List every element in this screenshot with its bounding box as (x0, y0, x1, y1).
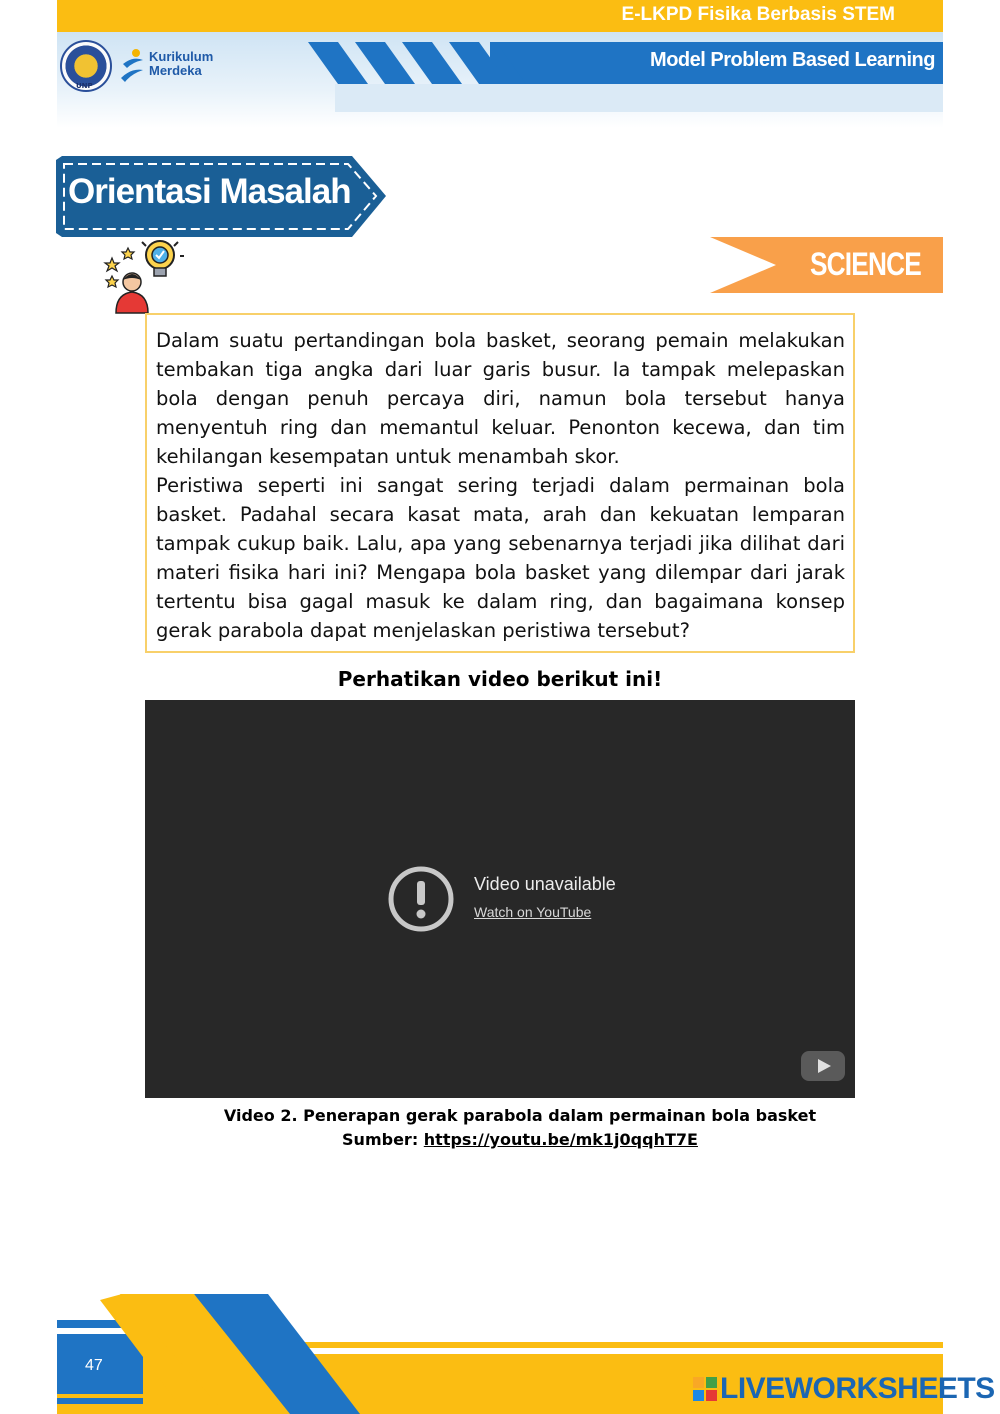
model-subtitle: Model Problem Based Learning (650, 49, 935, 71)
liveworksheets-icon (692, 1376, 718, 1402)
kurikulum-merdeka-logo (149, 50, 213, 78)
watch-on-youtube-link[interactable]: Watch on YouTube (474, 904, 592, 920)
liveworksheets-logo (692, 1372, 995, 1406)
header-stripes (300, 42, 530, 84)
video-source (0, 1128, 1000, 1152)
page-number: 47 (85, 1357, 103, 1374)
curriculum-line1: Kurikulum (149, 49, 214, 64)
header-lower-band (335, 84, 943, 112)
document-title: E-LKPD Fisika Berbasis STEM (621, 4, 895, 25)
video-heading: Perhatikan video berikut ini! (337, 667, 663, 691)
thinking-person-icon (102, 236, 186, 314)
section-title: Orientasi Masalah (68, 172, 351, 211)
kurikulum-merdeka-icon (119, 48, 147, 84)
video-source-label: Sumber: (342, 1130, 424, 1149)
problem-textbox (145, 313, 855, 653)
unp-logo-text: UNP (76, 82, 93, 90)
youtube-logo-icon[interactable] (801, 1051, 845, 1081)
video-caption: Video 2. Penerapan gerak parabola dalam permainan bola basket (223, 1106, 817, 1125)
science-tag-label: SCIENCE (810, 246, 921, 282)
curriculum-line2: Merdeka (149, 63, 202, 78)
problem-paragraph-2: Peristiwa seperti ini sangat sering terjadi dalam permainan bola basket. Padahal secara kasat mata, arah dan kekuatan lemparan tampak cukup baik. Lalu, apa yang sebenarnya terjadi jika dilihat dari materi fisika hari ini? Mengapa bola basket yang dilempar dari jarak tertentu bisa gagal masuk ke dalam ring, dan bagaimana konsep gerak parabola dapat menjelaskan peristiwa tersebut? (156, 474, 845, 642)
problem-paragraph-1: Dalam suatu pertandingan bola basket, seorang pemain melakukan tembakan tiga angka dari luar garis busur. Ia tampak melepaskan bola dengan penuh percaya diri, namun bola tersebut hanya menyentuh ring dan memantul keluar. Penonton kecewa, dan tim kehilangan kesempatan untuk menambah skor. (156, 329, 845, 468)
video-unavailable-message: Video unavailable (474, 874, 616, 894)
video-source-link[interactable]: https://youtu.be/mk1j0qqhT7E (423, 1130, 698, 1149)
video-player[interactable] (145, 700, 855, 1098)
alert-icon (386, 864, 456, 934)
liveworksheets-text: LIVEWORKSHEETS (720, 1372, 995, 1405)
